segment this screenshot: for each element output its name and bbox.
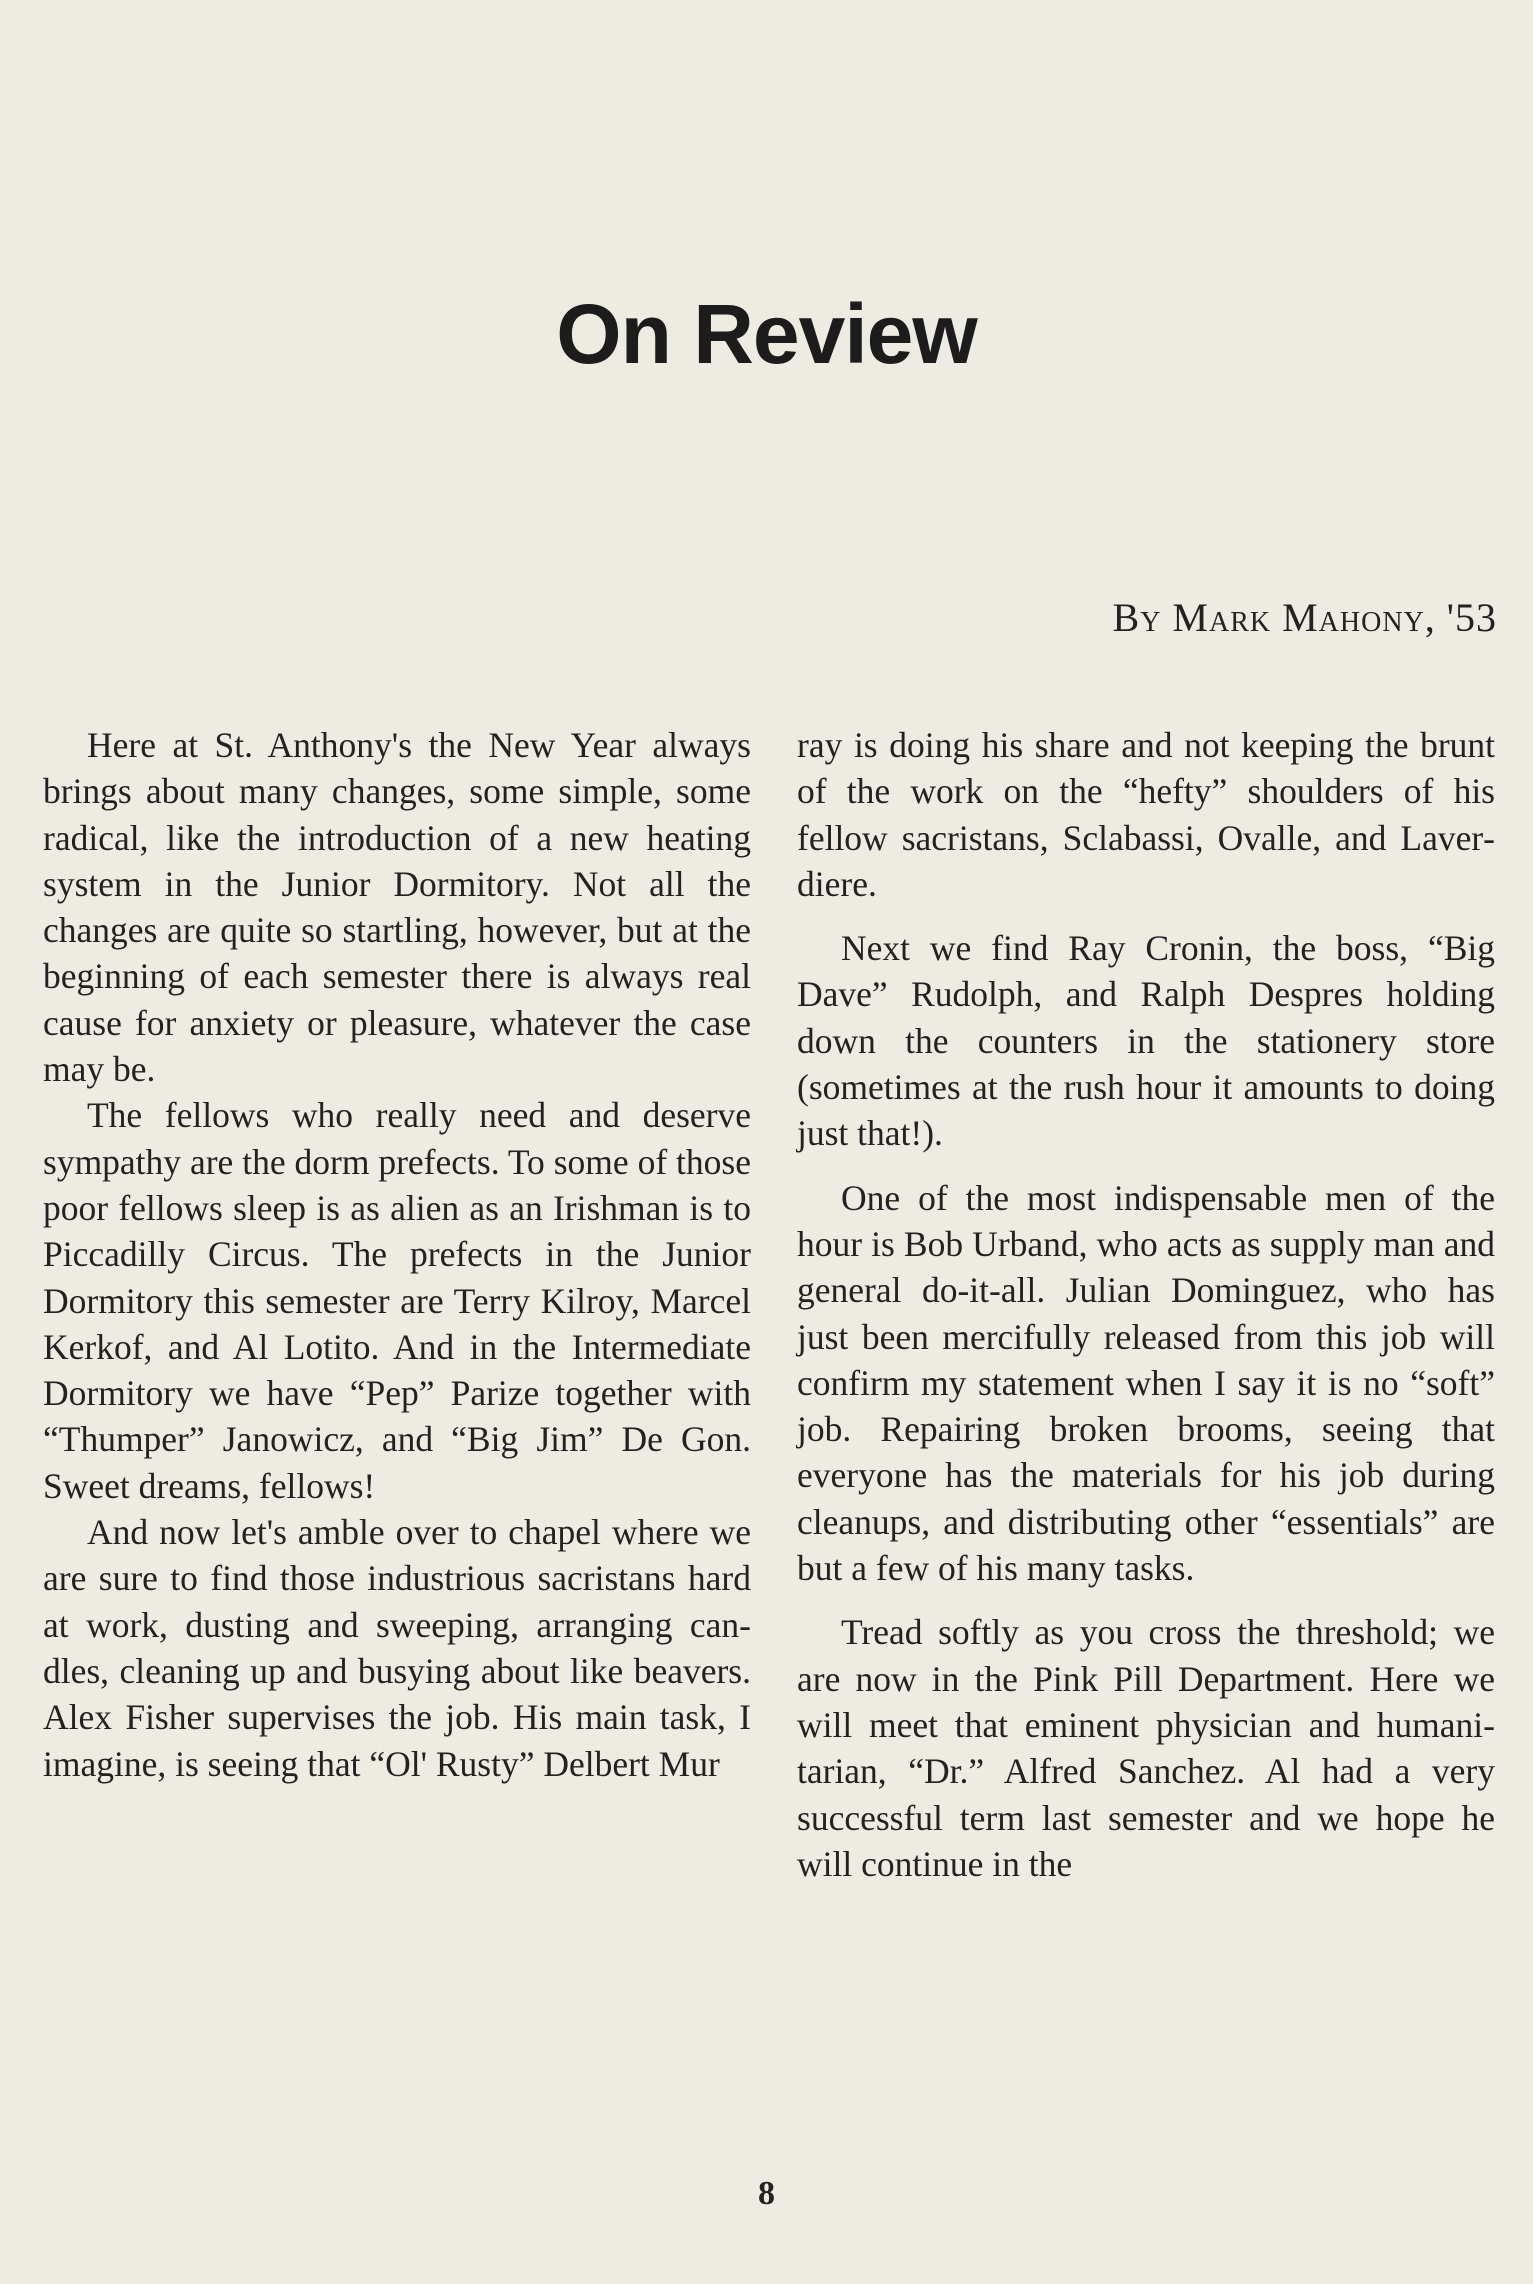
paragraph: One of the most indispensable men of the hour is Bob Urband, who acts as supply man and general do-it-all. Julian Dominguez, who has just been mercifully released from this job will confirm my statement when I say it is no “soft” job. Repairing broken brooms, seeing that everyone has the materials for his job during cleanups, and distributing other “essentials” are but a few of his many tasks. [797, 1177, 1495, 1589]
paragraph: And now let's amble over to chapel where we are sure to find those industrious sacristans hard at work, dusting and sweeping, arranging candles, cleaning up and busying about like beavers. Alex Fisher supervises the job. His main task, I imagine, is seeing that “Ol' Rusty” Delbert Mur [43, 1512, 751, 1784]
paragraph: The fellows who really need and deserve sympathy are the dorm prefects. To some of those poor fellows sleep is as alien as an Irishman is to Piccadilly Circus. The prefects in the Junior Dormitory this semester are Terry Kilroy, Marcel Kerkof, and Al Lotito. And in the Intermediate Dormitory we have “Pep” Parize together with “Thumper” Janowicz, and “Big Jim” De Gon. Sweet dreams, fellows! [43, 1095, 751, 1506]
paragraph: Next we find Ray Cronin, the boss, “Big Dave” Rudolph, and Ralph Despres holding down the counters in the stationery store (sometimes at the rush hour it amounts to doing just that!). [797, 928, 1495, 1154]
paragraph: Here at St. Anthony's the New Year always brings about many changes, some simple, some radical, like the introduction of a new heating system in the Junior Dormitory. Not all the changes are quite so startling, however, but at the beginning of each semester there is always real cause for anxiety or pleasure, whatever the case may be. [43, 725, 751, 1090]
paragraph: Tread softly as you cross the threshold; we are now in the Pink Pill Department. Here we will meet that eminent physician and humanitarian, “Dr.” Alfred Sanchez. Al had a very successful term last semester and we hope he will continue in the [797, 1612, 1495, 1884]
right-column [797, 722, 1495, 1887]
article-byline: By Mark Mahony, '53 [1112, 595, 1497, 640]
page-number: 8 [758, 2175, 775, 2212]
left-column [43, 722, 751, 1787]
article-title: On Review [556, 287, 977, 381]
continued-paragraph: ray is doing his share and not keeping the brunt of the work on the “hefty” shoulders of his fellow sacristans, Sclabassi, Ovalle, and Laverdiere. [797, 725, 1495, 904]
